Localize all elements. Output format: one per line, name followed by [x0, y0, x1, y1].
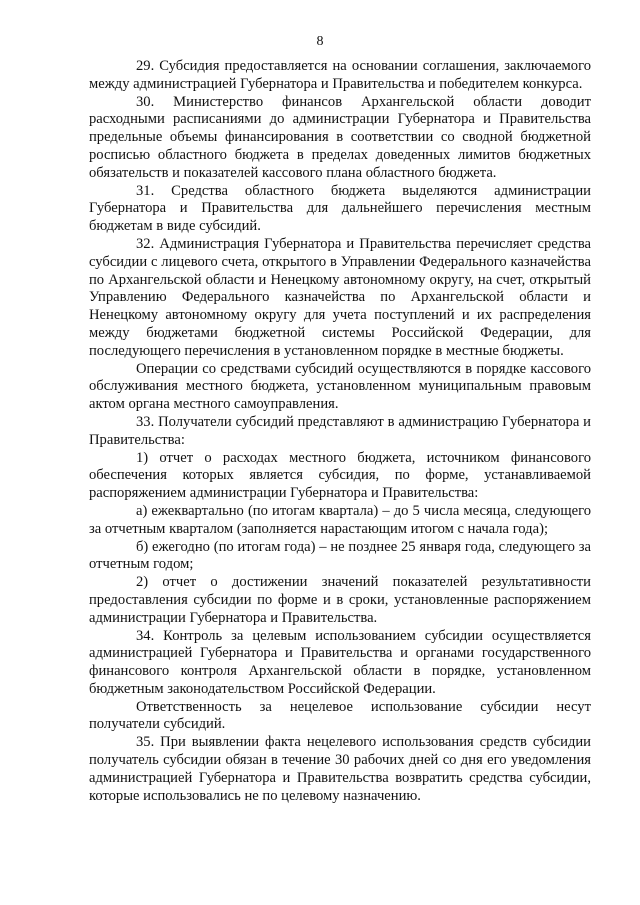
paragraph-32: 32. Администрация Губернатора и Правительства перечисляет средства субсидии с лицевого счета, открытого в Управлении Федерального казначейства по Архангельской области и Ненецкому автономному округу, на счет, открытый Управлению Федерального казначейства по Архангельской области и Ненецкому автономному округу для учета поступлений и их распределения между бюджетами бюджетной системы Российской Федерации, для последующего перечисления в установленном порядке в местные бюджеты.: [89, 235, 591, 359]
paragraph-32-operations: Операции со средствами субсидий осуществляются в порядке кассового обслуживания местного бюджета, установленном муниципальным правовым актом органа местного самоуправления.: [89, 360, 591, 413]
paragraph-35: 35. При выявлении факта нецелевого использования средств субсидии получатель субсидии обязан в течение 30 рабочих дней со дня его уведомления администрацией Губернатора и Правительства возвратить средства субсидии, которые использовались не по целевому назначению.: [89, 734, 591, 804]
paragraph-33-item-1: 1) отчет о расходах местного бюджета, источником финансового обеспечения которых является субсидия, по форме, устанавливаемой распоряжением администрации Губернатора и Правительства:: [89, 449, 591, 502]
paragraph-33-item-2: 2) отчет о достижении значений показателей результативности предоставления субсидии по форме и в сроки, установленные распоряжением администрации Губернатора и Правительства.: [89, 574, 591, 626]
paragraph-33-item-1a: а) ежеквартально (по итогам квартала) – до 5 числа месяца, следующего за отчетным кварталом (заполняется нарастающим итогом с начала года);: [89, 502, 591, 537]
paragraph-30: 30. Министерство финансов Архангельской области доводит расходными расписаниями до администрации Губернатора и Правительства предельные объемы финансирования в соответствии со сводной бюджетной росписью областного бюджета в пределах доведенных лимитов бюджетных обязательств и показателей кассового плана областного бюджета.: [89, 93, 591, 181]
paragraph-33: 33. Получатели субсидий представляют в администрацию Губернатора и Правительства:: [89, 413, 591, 448]
page-number: 8: [316, 34, 324, 49]
paragraph-34-responsibility: Ответственность за нецелевое использование субсидии несут получатели субсидий.: [89, 698, 591, 733]
document-body: [89, 58, 591, 805]
paragraph-33-item-1b: б) ежегодно (по итогам года) – не позднее 25 января года, следующего за отчетным годом;: [89, 538, 591, 573]
paragraph-34: 34. Контроль за целевым использованием субсидии осуществляется администрацией Губернатора и Правительства и органами государственного финансового контроля Архангельской области в порядке, установленном бюджетным законодательством Российской Федерации.: [89, 627, 591, 697]
paragraph-29: 29. Субсидия предоставляется на основании соглашения, заключаемого между администрацией Губернатора и Правительства и победителем конкурса.: [89, 58, 591, 92]
paragraph-31: 31. Средства областного бюджета выделяются администрации Губернатора и Правительства для дальнейшего перечисления местным бюджетам в виде субсидий.: [89, 182, 591, 235]
